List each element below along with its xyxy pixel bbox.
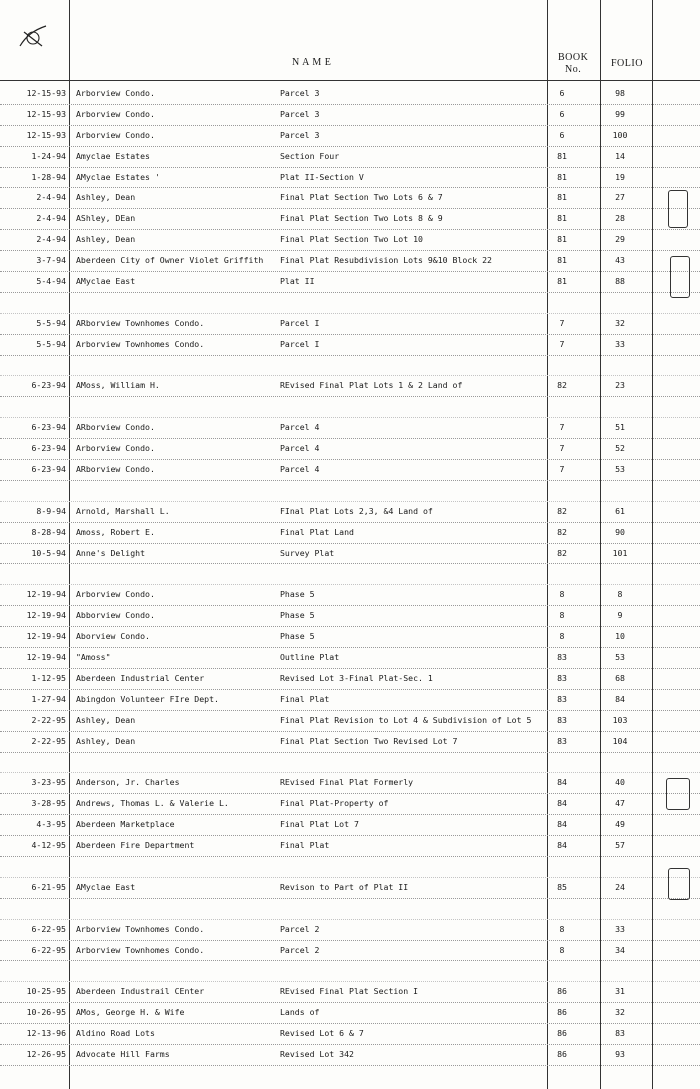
row-folio-number: 83 <box>615 1028 625 1039</box>
ledger-row <box>0 376 700 397</box>
row-date: 2-4-94 <box>36 213 66 224</box>
row-date: 12-15-93 <box>26 129 66 140</box>
row-name: Arborview Condo. <box>76 129 155 140</box>
row-date: 3-7-94 <box>36 255 66 266</box>
row-name: Abborview Condo. <box>76 610 155 621</box>
row-date: 12-15-93 <box>26 108 66 119</box>
row-description: Final Plat Land <box>280 526 354 537</box>
row-description: Revised Lot 342 <box>280 1048 354 1059</box>
row-name: AMyclae East <box>76 276 136 287</box>
row-description: Final Plat <box>280 840 330 851</box>
ledger-row <box>0 627 700 648</box>
ledger-row <box>0 773 700 794</box>
row-date: 4-3-95 <box>36 819 66 830</box>
row-book-number: 8 <box>559 631 565 642</box>
row-folio-number: 51 <box>615 422 625 433</box>
row-description: Plat II <box>280 276 315 287</box>
row-description: Parcel 4 <box>280 464 320 475</box>
row-date: 6-22-95 <box>31 923 66 934</box>
row-description: Parcel 2 <box>280 944 320 955</box>
row-folio-number: 84 <box>615 693 625 704</box>
row-date: 6-23-94 <box>31 464 66 475</box>
row-book-number: 81 <box>557 276 567 287</box>
row-folio-number: 61 <box>615 505 625 516</box>
row-name: Advocate Hill Farms <box>76 1048 170 1059</box>
ledger-row <box>0 1024 700 1045</box>
row-date: 1-27-94 <box>31 693 66 704</box>
row-description: Parcel I <box>280 317 320 328</box>
ledger-row <box>0 523 700 544</box>
row-folio-number: 57 <box>615 840 625 851</box>
row-description: Final Plat-Property of <box>280 798 389 809</box>
row-folio-number: 68 <box>615 672 625 683</box>
row-folio-number: 24 <box>615 881 625 892</box>
ledger-row <box>0 669 700 690</box>
row-folio-number: 34 <box>615 944 625 955</box>
ledger-row <box>0 168 700 189</box>
row-book-number: 86 <box>557 1028 567 1039</box>
row-folio-number: 100 <box>612 129 628 140</box>
row-date: 10-25-95 <box>26 986 66 997</box>
ledger-row <box>0 209 700 230</box>
row-name: Arborview Condo. <box>76 589 155 600</box>
binding-tab-3 <box>666 778 690 810</box>
row-name: Ashley, Dean <box>76 234 136 245</box>
row-description: Section Four <box>280 150 340 161</box>
blank-row <box>0 397 700 418</box>
row-folio-number: 27 <box>615 192 625 203</box>
ledger-row <box>0 606 700 627</box>
row-book-number: 6 <box>559 129 565 140</box>
row-date: 10-5-94 <box>31 547 66 558</box>
ledger-row <box>0 105 700 126</box>
row-folio-number: 29 <box>615 234 625 245</box>
row-name: AMos, George H. & Wife <box>76 1007 185 1018</box>
row-date: 12-26-95 <box>26 1048 66 1059</box>
row-date: 3-28-95 <box>31 798 66 809</box>
row-name: Aberdeen Industrial Center <box>76 672 205 683</box>
row-description: Phase 5 <box>280 631 315 642</box>
binding-tab-4 <box>668 868 690 900</box>
row-description: Final Plat Section Two Lots 8 & 9 <box>280 213 443 224</box>
row-date: 5-5-94 <box>36 317 66 328</box>
row-description: Lands of <box>280 1007 320 1018</box>
ledger-row <box>0 251 700 272</box>
ledger-row <box>0 690 700 711</box>
row-date: 8-28-94 <box>31 526 66 537</box>
row-book-number: 7 <box>559 422 565 433</box>
ledger-row <box>0 126 700 147</box>
row-name: ARborview Condo. <box>76 422 155 433</box>
row-date: 12-13-96 <box>26 1028 66 1039</box>
row-book-number: 85 <box>557 881 567 892</box>
row-name: AMoss, William H. <box>76 380 160 391</box>
row-folio-number: 49 <box>615 819 625 830</box>
row-description: Final Plat Lot 7 <box>280 819 359 830</box>
row-date: 6-22-95 <box>31 944 66 955</box>
row-date: 12-15-93 <box>26 88 66 98</box>
ledger-row <box>0 982 700 1003</box>
blank-row <box>0 857 700 878</box>
row-description: Revised Lot 3-Final Plat-Sec. 1 <box>280 672 433 683</box>
row-name: Aberdeen City of Owner Violet Griffith <box>76 255 264 266</box>
row-book-number: 6 <box>559 88 565 98</box>
ledger-row <box>0 648 700 669</box>
row-folio-number: 8 <box>617 589 623 600</box>
row-folio-number: 104 <box>612 735 628 746</box>
ledger-row <box>0 878 700 899</box>
row-folio-number: 23 <box>615 380 625 391</box>
row-date: 1-28-94 <box>31 171 66 182</box>
row-book-number: 82 <box>557 505 567 516</box>
row-book-number: 83 <box>557 714 567 725</box>
row-name: Abingdon Volunteer FIre Dept. <box>76 693 219 704</box>
row-date: 12-19-94 <box>26 652 66 663</box>
ledger-row <box>0 732 700 753</box>
row-folio-number: 53 <box>615 464 625 475</box>
ledger-row <box>0 585 700 606</box>
row-description: FInal Plat Lots 2,3, &4 Land of <box>280 505 433 516</box>
row-name: Arnold, Marshall L. <box>76 505 170 516</box>
ledger-row <box>0 836 700 857</box>
row-name: Aldino Road Lots <box>76 1028 155 1039</box>
row-name: AMyclae Estates ' <box>76 171 160 182</box>
row-folio-number: 32 <box>615 317 625 328</box>
ledger-row <box>0 188 700 209</box>
ledger-rows <box>0 84 700 1066</box>
row-book-number: 81 <box>557 213 567 224</box>
row-book-number: 81 <box>557 234 567 245</box>
row-book-number: 8 <box>559 589 565 600</box>
ledger-row <box>0 815 700 836</box>
row-date: 3-23-95 <box>31 777 66 788</box>
row-book-number: 83 <box>557 735 567 746</box>
ledger-row <box>0 230 700 251</box>
row-folio-number: 10 <box>615 631 625 642</box>
row-description: Survey Plat <box>280 547 335 558</box>
row-date: 4-12-95 <box>31 840 66 851</box>
row-date: 10-26-95 <box>26 1007 66 1018</box>
row-folio-number: 14 <box>615 150 625 161</box>
row-folio-number: 99 <box>615 108 625 119</box>
row-name: Arborview Townhomes Condo. <box>76 944 205 955</box>
row-book-number: 82 <box>557 526 567 537</box>
row-book-number: 84 <box>557 798 567 809</box>
row-date: 12-19-94 <box>26 589 66 600</box>
row-book-number: 8 <box>559 944 565 955</box>
blank-row <box>0 961 700 982</box>
row-folio-number: 103 <box>612 714 628 725</box>
row-name: Arborview Condo. <box>76 108 155 119</box>
ledger-row <box>0 439 700 460</box>
row-book-number: 8 <box>559 923 565 934</box>
row-description: REvised Final Plat Formerly <box>280 777 414 788</box>
row-folio-number: 90 <box>615 526 625 537</box>
row-description: REvised Final Plat Section I <box>280 986 419 997</box>
row-name: Amoss, Robert E. <box>76 526 155 537</box>
row-date: 6-23-94 <box>31 422 66 433</box>
blank-row <box>0 481 700 502</box>
row-description: Final Plat Section Two Lot 10 <box>280 234 423 245</box>
row-folio-number: 53 <box>615 652 625 663</box>
row-book-number: 7 <box>559 317 565 328</box>
row-name: Arborview Townhomes Condo. <box>76 923 205 934</box>
row-date: 6-23-94 <box>31 380 66 391</box>
row-description: Parcel 3 <box>280 88 320 98</box>
row-description: Parcel 4 <box>280 443 320 454</box>
row-book-number: 84 <box>557 819 567 830</box>
book-column-header-line1: BOOK <box>558 52 589 63</box>
row-folio-number: 101 <box>612 547 628 558</box>
row-description: Final Plat Section Two Revised Lot 7 <box>280 735 458 746</box>
row-date: 5-5-94 <box>36 338 66 349</box>
folio-column-header: FOLIO <box>611 58 643 69</box>
row-date: 5-4-94 <box>36 276 66 287</box>
ledger-row <box>0 1045 700 1066</box>
blank-row <box>0 564 700 585</box>
ledger-row <box>0 84 700 105</box>
row-date: 2-22-95 <box>31 714 66 725</box>
row-name: Anderson, Jr. Charles <box>76 777 180 788</box>
row-name: Aborview Condo. <box>76 631 150 642</box>
row-folio-number: 32 <box>615 1007 625 1018</box>
row-book-number: 81 <box>557 255 567 266</box>
row-description: Final Plat Section Two Lots 6 & 7 <box>280 192 443 203</box>
row-folio-number: 88 <box>615 276 625 287</box>
ledger-row <box>0 314 700 335</box>
row-name: AMyclae East <box>76 881 136 892</box>
row-folio-number: 40 <box>615 777 625 788</box>
row-name: Amyclae Estates <box>76 150 150 161</box>
ledger-row <box>0 920 700 941</box>
ledger-row <box>0 794 700 815</box>
row-book-number: 84 <box>557 777 567 788</box>
row-name: AShley, DEan <box>76 213 136 224</box>
row-name: Andrews, Thomas L. & Valerie L. <box>76 798 229 809</box>
row-name: Aberdeen Industrail CEnter <box>76 986 205 997</box>
name-column-header: N A M E <box>292 57 332 68</box>
book-column-header-line2: No. <box>565 64 582 75</box>
row-book-number: 81 <box>557 150 567 161</box>
row-book-number: 86 <box>557 1048 567 1059</box>
row-name: Aberdeen Marketplace <box>76 819 175 830</box>
row-date: 1-24-94 <box>31 150 66 161</box>
row-book-number: 6 <box>559 108 565 119</box>
row-description: Outline Plat <box>280 652 340 663</box>
row-name: Arborview Condo. <box>76 443 155 454</box>
blank-row <box>0 899 700 920</box>
row-name: Ashley, Dean <box>76 714 136 725</box>
row-folio-number: 93 <box>615 1048 625 1059</box>
row-book-number: 7 <box>559 464 565 475</box>
ledger-row <box>0 941 700 962</box>
row-folio-number: 98 <box>615 88 625 98</box>
row-book-number: 83 <box>557 672 567 683</box>
row-date: 2-22-95 <box>31 735 66 746</box>
row-date: 1-12-95 <box>31 672 66 683</box>
row-description: Final Plat Revision to Lot 4 & Subdivision of Lot 5 <box>280 714 532 725</box>
row-book-number: 86 <box>557 986 567 997</box>
row-book-number: 86 <box>557 1007 567 1018</box>
row-description: Parcel I <box>280 338 320 349</box>
row-date: 12-19-94 <box>26 610 66 621</box>
binding-tab-2 <box>670 256 690 298</box>
row-folio-number: 19 <box>615 171 625 182</box>
row-book-number: 82 <box>557 380 567 391</box>
blank-row <box>0 356 700 377</box>
row-description: Parcel 3 <box>280 108 320 119</box>
row-description: Final Plat <box>280 693 330 704</box>
row-book-number: 7 <box>559 338 565 349</box>
ledger-row <box>0 460 700 481</box>
row-book-number: 81 <box>557 192 567 203</box>
row-name: ARborview Townhomes Condo. <box>76 317 205 328</box>
ledger-row <box>0 335 700 356</box>
row-name: Ashley, Dean <box>76 192 136 203</box>
row-description: Parcel 3 <box>280 129 320 140</box>
row-book-number: 84 <box>557 840 567 851</box>
ledger-row <box>0 502 700 523</box>
row-folio-number: 31 <box>615 986 625 997</box>
row-name: Arborview Townhomes Condo. <box>76 338 205 349</box>
row-folio-number: 9 <box>617 610 623 621</box>
row-date: 12-19-94 <box>26 631 66 642</box>
row-description: Parcel 2 <box>280 923 320 934</box>
row-name: Anne's Delight <box>76 547 146 558</box>
row-name: ARborview Condo. <box>76 464 155 475</box>
ledger-row <box>0 418 700 439</box>
row-book-number: 82 <box>557 547 567 558</box>
row-name: Ashley, Dean <box>76 735 136 746</box>
blank-row <box>0 753 700 774</box>
row-book-number: 81 <box>557 171 567 182</box>
header-rule <box>0 80 700 81</box>
row-folio-number: 47 <box>615 798 625 809</box>
row-description: Parcel 4 <box>280 422 320 433</box>
row-folio-number: 33 <box>615 338 625 349</box>
row-description: Revised Lot 6 & 7 <box>280 1028 364 1039</box>
row-date: 6-21-95 <box>31 881 66 892</box>
row-date: 6-23-94 <box>31 443 66 454</box>
ledger-row <box>0 147 700 168</box>
blank-row <box>0 293 700 314</box>
row-name: Aberdeen Fire Department <box>76 840 195 851</box>
row-description: Phase 5 <box>280 589 315 600</box>
binding-tab-1 <box>668 190 688 228</box>
row-name: Arborview Condo. <box>76 88 155 98</box>
row-folio-number: 52 <box>615 443 625 454</box>
row-book-number: 83 <box>557 652 567 663</box>
row-book-number: 7 <box>559 443 565 454</box>
row-folio-number: 33 <box>615 923 625 934</box>
ledger-row <box>0 544 700 565</box>
ledger-row <box>0 272 700 293</box>
row-description: REvised Final Plat Lots 1 & 2 Land of <box>280 380 463 391</box>
row-name: "Amoss" <box>76 652 111 663</box>
row-book-number: 8 <box>559 610 565 621</box>
row-date: 8-9-94 <box>36 505 66 516</box>
row-description: Plat II-Section V <box>280 171 364 182</box>
marginal-symbol-icon <box>16 22 50 52</box>
ledger-row <box>0 1003 700 1024</box>
row-folio-number: 28 <box>615 213 625 224</box>
ledger-row <box>0 711 700 732</box>
row-description: Final Plat Resubdivision Lots 9&10 Block 22 <box>280 255 492 266</box>
row-book-number: 83 <box>557 693 567 704</box>
row-description: Phase 5 <box>280 610 315 621</box>
row-description: Revison to Part of Plat II <box>280 881 409 892</box>
row-date: 2-4-94 <box>36 192 66 203</box>
row-date: 2-4-94 <box>36 234 66 245</box>
row-folio-number: 43 <box>615 255 625 266</box>
